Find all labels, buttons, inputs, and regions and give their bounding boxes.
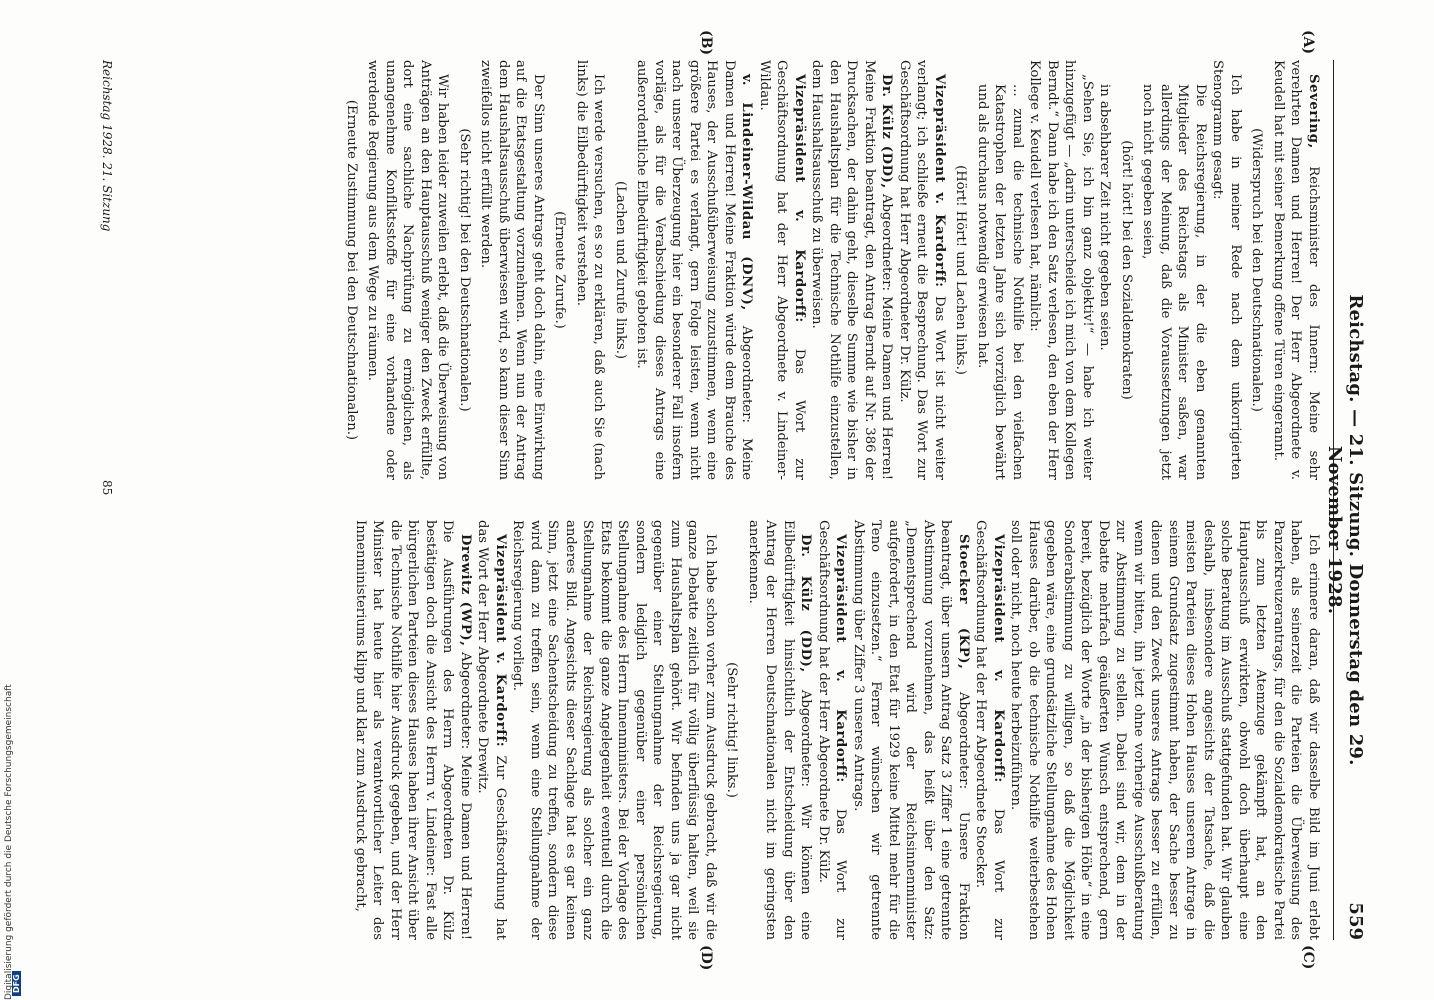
paragraph: Ich habe schon vorher zum Ausdruck gebracht, daß wir die ganze Debatte zeitlich für völlig überflüssig halten, weil sie zum Haushaltsplan gehört. Wir befinden uns ja gar nicht gegenüber einer Stellungnahme der Reichsregierung, sondern lediglich gegenüber einer persönlichen Stellungnahme des Herrn Innenministers. Bei der Vorlage des Etats bekommt die ganze Angelegenheit eventuell durch die Stellungnahme der Reichsregierung als solcher ein ganz anderes Bild. Angesichts dieser Sachlage hat es gar keinen Sinn, jetzt eine Sachentscheidung zu treffen, sondern diese wird dann zu treffen sein, wenn eine Stellungnahme der Reichsregierung vorliegt. [510, 520, 718, 940]
credit-text: Digitalisierung gefördert durch die Deutsche Forschungsgemeinschaft [4, 684, 14, 1000]
quoted-passage: in absehbarer Zeit nicht gegeben seien. [1097, 84, 1113, 351]
paragraph: Wir haben leider zuweilen erlebt, daß die Überweisung von Anträgen an den Hauptausschuß weniger den Zweck erfüllte, dort eine sachliche Nachprüfung zu ermöglichen, als unangenehme Konfliktsstoffe für eine vorhandene oder werdende Regierung aus dem Wege zu räumen. [365, 60, 451, 480]
speaker-name: Severing, [1306, 74, 1321, 149]
text-column-right [352, 520, 1323, 940]
credit-line [4, 600, 21, 1000]
speaker-name: Stoecker (KP), [956, 534, 971, 670]
speaker-name: Dr. Külz (DD), [798, 534, 814, 673]
interjection: (Erneute Zurufe.) [552, 211, 568, 329]
speech-text: Abgeordneter: Meine Damen und Herren! Meine Fraktion würde dem Brauche des Hauses, der Ausschußüberweisung zuzustimmen, wenn eine größere Partei es verlangt, gern Folge leisten, wenn nicht nach unserer Überzeugung hier ein besonderer Fall insofern vorläge, als für die Verabschiedung dieses Antrags eine außerordentliche Eilbedürftigkeit geboten ist. [634, 60, 755, 481]
margin-marker-b: (B) [698, 30, 714, 56]
margin-marker-d: (D) [698, 945, 714, 971]
speaker-name: Vizepräsident v. Kardorff: [991, 534, 1006, 783]
speech-text: Abgeordneter: Wir können eine Eilbedürftigkeit hinsichtlich der Entscheidung über den Antrag der Herren Deutschnationalen nicht im geringsten anerkennen. [746, 520, 814, 940]
speech-text: Abgeordneter: Unsere Fraktion beantragt, über unsern Antrag Satz 3 Ziffer 1 eine getrennte Abstimmung vorzunehmen, das heißt über den Satz: „Dementsprechend wird der Reichsinnenminister aufgefordert, in den Etat für 1929 keine Mittel mehr für die Teno einzusetzen.“ Ferner wünschen wir getrennte Abstimmung über Ziffer 3 unseres Antrags. [851, 520, 971, 940]
speech-text: Abgeordneter: Meine Damen und Herren! Meine Fraktion beantragt, den Antrag Berndt auf Nr. 386 der Drucksachen, der dahin geht, dieselbe Summe wie bisher in den Haushaltsplan für die Technische Nothilfe einzustellen, dem Haushaltsausschuß zu überweisen. [809, 60, 895, 480]
speech-paragraph [474, 520, 509, 940]
speech-text: Das Wort ist nicht weiter verlangt; ich schließe erneut die Besprechung. Das Wort zur Geschäftsordnung hat Herr Abgeordneter Dr. Külz. [897, 60, 947, 480]
speech-text: Das Wort zur Geschäftsordnung hat der Herr Abgeordnete Stoecker. [973, 520, 1006, 940]
page-header-title: Reichstag. — 21. Sitzung. Donnerstag den 29. November 1928. [1324, 294, 1366, 766]
speech-paragraph [896, 60, 949, 480]
speaker-name: Vizepräsident v. Kardorff: [833, 534, 849, 783]
paragraph: „Sehen Sie, ich bin ganz objektiv!“ — habe ich weiter hinzugefügt — „darin unterscheide ich mich von dem Kollegen Berndt.“ Dann habe ich den Satz verlesen, den eben der Herr Kollege v. Keudell verlesen hat, nämlich: [1027, 60, 1095, 480]
speaker-name: Vizepräsident v. Kardorff: [932, 74, 947, 288]
paragraph: Ich erinnere daran, daß wir dasselbe Bild im Juni erlebt haben, als seinerzeit die Parteien die Überweisung des Panzerkreuzerantrags, für den die Sozialdemokratische Partei bis zum letzten Atemzuge gekämpft hat, an den Hauptausschuß erwirkten, obwohl doch überhaupt eine solche Beratung im Ausschuß stattgefunden hat. Wir glauben deshalb, insbesondere angesichts der Tatsache, daß die meisten Parteien dieses Hohen Hauses unserem Antrage in seinem Grundsatz zugestimmt haben, der Sache besser zu dienen und den Zweck unseres Antrags besser zu erfüllen, wenn wir bitten, ihn jetzt ohne vorherige Ausschußberatung zur Abstimmung zu stellen. Dabei sind wir, dem in der Debatte mehrfach geäußerten Wunsch entsprechend, gern bereit, bezüglich der Worte „in der bisherigen Höhe“ in eine Sonderabstimmung zu willigen, so daß die Möglichkeit gegeben wäre, eine grundsätzliche Stellungnahme des Hohen Hauses darüber, ob die technische Nothilfe weiterbestehen soll oder nicht, noch heute herbeizuführen. [1008, 520, 1321, 940]
speech-paragraph [756, 60, 809, 480]
interjection: (Erneute Zustimmung bei den Deutschnationalen.) [344, 99, 359, 441]
speech-text: Das Wort zur Geschäftsordnung hat der Herr Abgeordnete Dr. Külz. [816, 520, 849, 940]
interjection: (Hört! Hört! und Lachen links.) [953, 165, 969, 375]
speech-paragraph [633, 60, 756, 480]
speech-paragraph [745, 520, 815, 940]
page-number: 559 [1345, 902, 1366, 940]
speech-paragraph [1270, 60, 1323, 480]
paragraph: Ich werde versuchen, es so zu erklären, daß auch Sie (nach links) die Eilbedürftigkeit verstehen. [574, 60, 607, 480]
running-head [1324, 60, 1374, 940]
interjection: (Sehr richtig! bei den Deutschnationalen.) [457, 128, 472, 412]
margin-marker-c: (C) [1300, 945, 1316, 970]
speaker-name: v. Lindeiner-Wildau (DNV), [739, 74, 755, 311]
dfg-logo: DFG [12, 971, 21, 996]
speaker-name: Dr. Külz (DD), [879, 74, 895, 189]
speaker-name: Drewitz (WP), [458, 534, 473, 647]
speech-text: Abgeordneter: Meine Damen und Herren! Die Ausführungen des Herrn Abgeordneten Dr. Külz bestätigen doch die Ansicht des Herrn v. Lindeiner: Fast alle bürgerlichen Parteien dieses Hauses haben ihrer Ansicht über die Technische Nothilfe hier Ausdruck gegeben, und der Herr Minister hat heute hier als verantwortlicher Leiter des Innenministeriums klipp und klar zum Ausdruck gebracht, [353, 520, 473, 941]
speech-text: Zur Geschäftsordnung hat das Wort der Herr Abgeordnete Drewitz. [475, 520, 508, 941]
paragraph: Ich habe in meiner Rede nach dem unkorrigierten Stenogramm gesagt: [1210, 60, 1243, 480]
speech-paragraph [352, 520, 475, 940]
text-column-left [339, 60, 1323, 480]
speaker-name: Vizepräsident v. Kardorff: [493, 534, 508, 748]
interjection: (Sehr richtig! links.) [724, 662, 740, 798]
speaker-name: Vizepräsident v. Kardorff: [792, 74, 807, 323]
quoted-passage: Die Reichsregierung, in der die eben genannten Mitglieder des Reichstags als Minister saßen, war allerdings der Meinung, daß die Voraussetzungen jetzt noch nicht gegeben seien, [1140, 84, 1208, 480]
speech-paragraph [808, 60, 896, 480]
margin-marker-a: (A) [1300, 30, 1316, 55]
speech-paragraph [815, 520, 850, 940]
interjection: (Lachen und Zurufe links.) [613, 180, 628, 360]
paragraph: Der Sinn unseres Antrags geht doch dahin, eine Einwirkung auf die Etatsgestaltung vorzunehmen. Wenn nun der Antrag dem Haushaltsausschuß überwiesen wird, so kann dieser Sinn zweifellos nicht erfüllt werden. [478, 60, 546, 480]
speech-text: Das Wort zur Geschäftsordnung hat der Herr Abgeordnete v. Lindeiner-Wildau. [757, 60, 807, 480]
speech-paragraph [972, 520, 1007, 940]
speech-text: Reichsminister des Innern: Meine sehr verehrten Damen und Herren! Der Herr Abgeordnete v. Keudell hat mit seiner Bemerkung offene Türen eingerannt. [1271, 60, 1321, 480]
interjection: (hört! hört! bei den Sozialdemokraten) [1119, 140, 1134, 400]
interjection: (Widerspruch bei den Deutschnationalen.) [1249, 128, 1265, 412]
speech-paragraph [850, 520, 973, 940]
footer-signature-number: 85 [100, 480, 114, 496]
quoted-passage: ... zumal die technische Nothilfe bei den vielfachen Katastrophen der letzten Jahre sich vorzüglich bewährt und als durchaus notwendig erwiesen hat. [975, 84, 1025, 480]
footer-session-label: Reichstag 1928. 21. Sitzung [100, 60, 114, 232]
